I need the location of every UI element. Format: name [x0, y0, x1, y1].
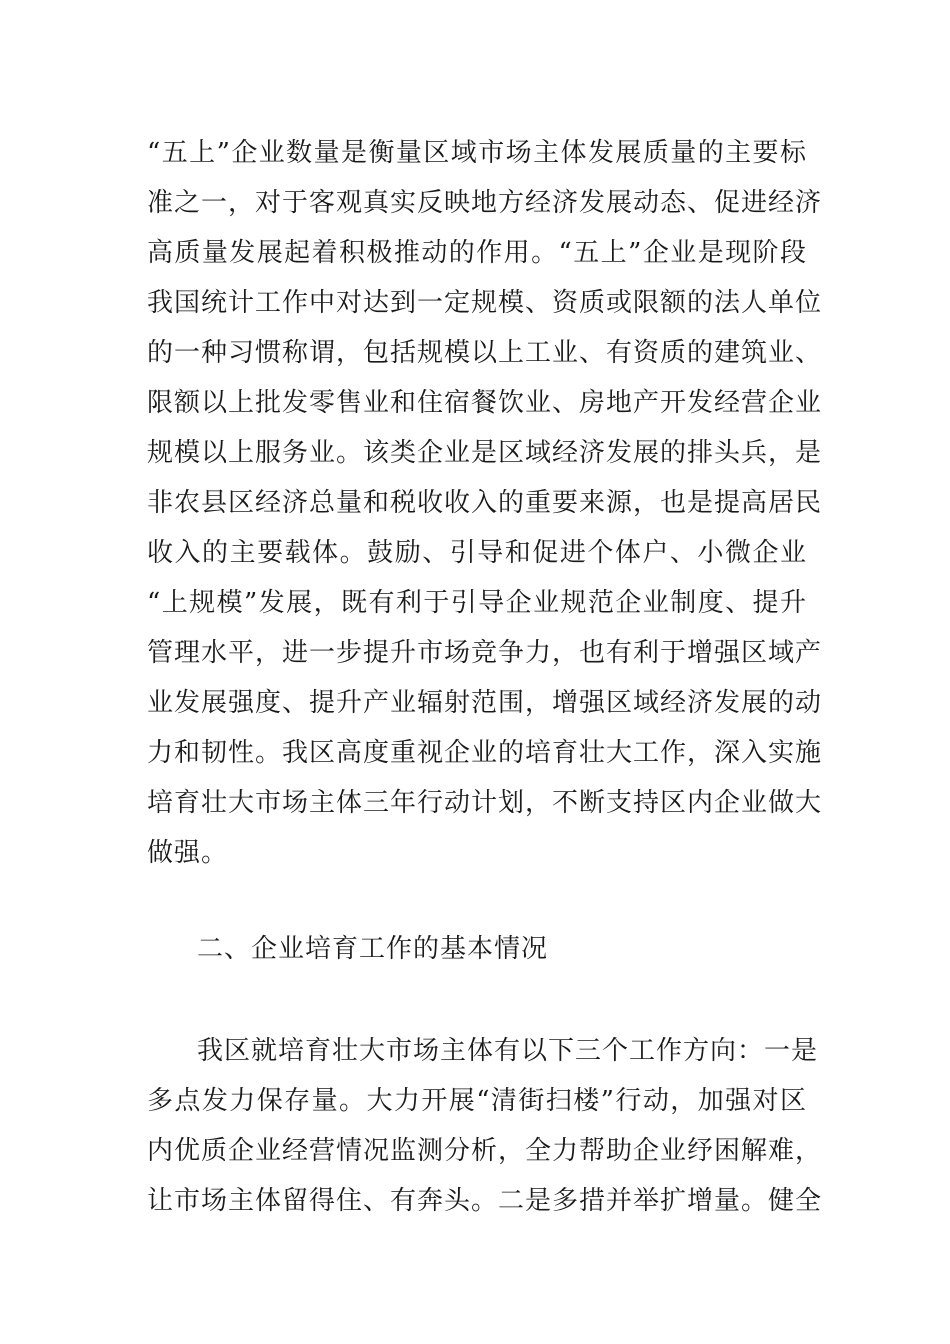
- paragraph-1-line-1: “五上”企业数量是衡量区域市场主体发展质量的主要标: [147, 138, 807, 168]
- paragraph-1-line-2: 准之一，对于客观真实反映地方经济发展动态、促进经济: [147, 188, 823, 218]
- paragraph-1-line-14: 培育壮大市场主体三年行动计划，不断支持区内企业做大: [147, 788, 823, 818]
- paragraph-1-line-7: 规模以上服务业。该类企业是区域经济发展的排头兵，是: [147, 438, 823, 468]
- paragraph-1-line-4: 我国统计工作中对达到一定规模、资质或限额的法人单位: [147, 288, 823, 318]
- paragraph-1-line-5: 的一种习惯称谓，包括规模以上工业、有资质的建筑业、: [147, 338, 823, 368]
- paragraph-2-line-1: 我区就培育壮大市场主体有以下三个工作方向：一是: [197, 1036, 819, 1066]
- paragraph-1-line-9: 收入的主要载体。鼓励、引导和促进个体户、小微企业: [147, 538, 807, 568]
- paragraph-2-line-2: 多点发力保存量。大力开展“清街扫楼”行动，加强对区: [147, 1086, 807, 1116]
- paragraph-1-line-13: 力和韧性。我区高度重视企业的培育壮大工作，深入实施: [147, 738, 823, 768]
- paragraph-2-line-3: 内优质企业经营情况监测分析，全力帮助企业纾困解难，: [147, 1136, 823, 1166]
- paragraph-1-line-6: 限额以上批发零售业和住宿餐饮业、房地产开发经营企业: [147, 388, 823, 418]
- paragraph-1-line-11: 管理水平，进一步提升市场竞争力，也有利于增强区域产: [147, 638, 823, 668]
- paragraph-1-line-15: 做强。: [147, 838, 229, 868]
- paragraph-1-line-12: 业发展强度、提升产业辐射范围，增强区域经济发展的动: [147, 688, 823, 718]
- paragraph-2-line-4: 让市场主体留得住、有奔头。二是多措并举扩增量。健全: [147, 1186, 823, 1216]
- paragraph-1-line-10: “上规模”发展，既有利于引导企业规范企业制度、提升: [147, 588, 807, 618]
- section-heading: 二、企业培育工作的基本情况: [197, 934, 549, 964]
- paragraph-1-line-8: 非农县区经济总量和税收收入的重要来源，也是提高居民: [147, 488, 823, 518]
- paragraph-1-line-3: 高质量发展起着积极推动的作用。“五上”企业是现阶段: [147, 238, 807, 268]
